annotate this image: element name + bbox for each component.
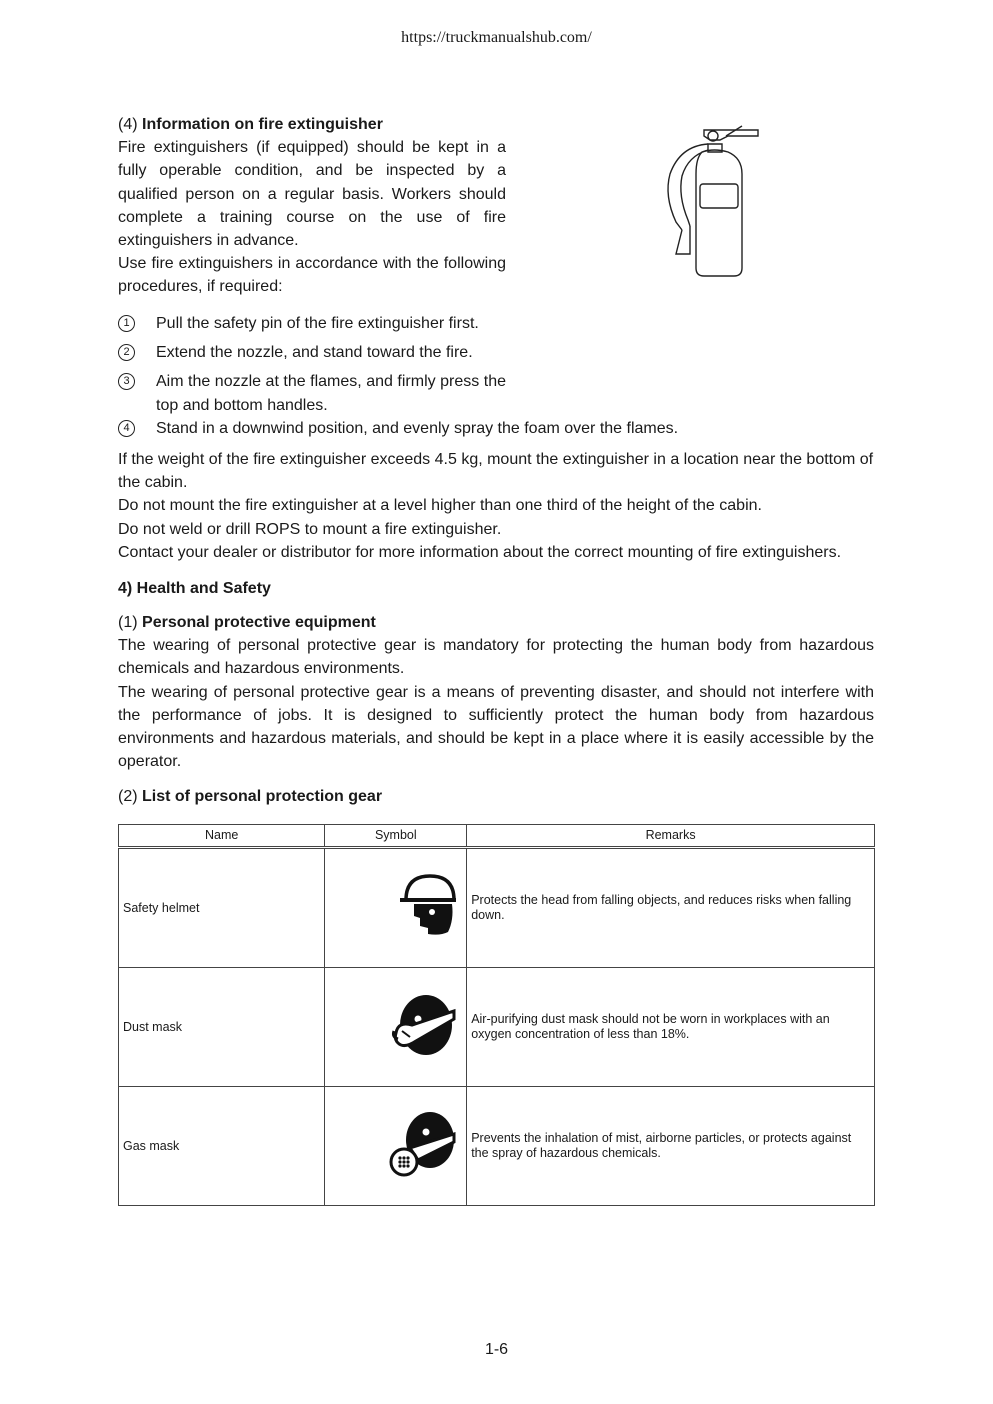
step-number: 4 bbox=[118, 420, 135, 437]
fire-heading-number: (4) bbox=[118, 116, 138, 133]
procedure-steps bbox=[118, 312, 678, 446]
mounting-notes bbox=[118, 448, 874, 564]
gas-mask-icon bbox=[388, 1108, 458, 1180]
fire-extinguisher-icon bbox=[660, 122, 770, 282]
step-text: Extend the nozzle, and stand toward the fire. bbox=[156, 344, 473, 362]
list-item bbox=[118, 417, 678, 440]
gear-list-heading-number: (2) bbox=[118, 788, 138, 805]
ppe-paragraph-2: The wearing of personal protective gear is a means of preventing disaster, and should not interfere with the performance of jobs. It is designed to sufficiently protect the human body from hazardous environments and hazardous materials, and should be kept in a place where it is easily accessible by the operator. bbox=[118, 683, 874, 771]
list-item bbox=[118, 341, 678, 364]
step-number: 1 bbox=[118, 315, 135, 332]
ppe-section bbox=[118, 611, 874, 773]
health-safety-heading: 4) Health and Safety bbox=[118, 580, 271, 597]
page-number: 1-6 bbox=[484, 1341, 509, 1358]
column-header: Symbol bbox=[325, 825, 467, 848]
ppe-heading bbox=[118, 611, 874, 634]
note-paragraph: If the weight of the fire extinguisher exceeds 4.5 kg, mount the extinguisher in a location near the bottom of the cabin. bbox=[118, 451, 874, 492]
fire-paragraph-2: Use fire extinguishers in accordance with the following procedures, if required: bbox=[118, 255, 506, 296]
safety-helmet-icon bbox=[398, 870, 458, 942]
step-text: Stand in a downwind position, and evenly spray the foam over the flames. bbox=[156, 419, 679, 437]
note-paragraph: Contact your dealer or distributor for more information about the correct mounting of fire extinguishers. bbox=[118, 543, 842, 561]
fire-section bbox=[118, 113, 506, 299]
column-header: Remarks bbox=[467, 825, 875, 848]
protection-gear-table bbox=[118, 824, 875, 1206]
ppe-heading-title: Personal protective equipment bbox=[142, 614, 376, 631]
gear-symbol bbox=[325, 848, 467, 968]
gear-list-heading-title: List of personal protection gear bbox=[142, 788, 383, 805]
gear-list-heading bbox=[118, 785, 874, 808]
ppe-heading-number: (1) bbox=[118, 614, 138, 631]
gear-name: Dust mask bbox=[119, 968, 325, 1087]
gear-name: Safety helmet bbox=[119, 848, 325, 968]
column-header: Name bbox=[119, 825, 325, 848]
table-row bbox=[119, 1087, 875, 1206]
dust-mask-icon bbox=[388, 989, 458, 1061]
header-url: https://truckmanualshub.com/ bbox=[401, 29, 592, 46]
step-text: Pull the safety pin of the fire extinguisher first. bbox=[156, 315, 479, 332]
gear-remarks: Air-purifying dust mask should not be worn in workplaces with an oxygen concentration of less than 18%. bbox=[467, 968, 875, 1087]
ppe-paragraph-1: The wearing of personal protective gear is mandatory for protecting the human body from hazardous chemicals and hazardous environments. bbox=[118, 637, 874, 678]
list-item bbox=[118, 312, 678, 335]
table-row bbox=[119, 968, 875, 1087]
fire-heading bbox=[118, 113, 506, 136]
step-number: 2 bbox=[118, 344, 135, 361]
step-text: Aim the nozzle at the flames, and firmly press the top and bottom handles. bbox=[156, 373, 506, 414]
note-paragraph: Do not weld or drill ROPS to mount a fire extinguisher. bbox=[118, 520, 502, 538]
fire-paragraph-1: Fire extinguishers (if equipped) should be kept in a fully operable condition, and be inspected by a qualified person on a regular basis. Workers should complete a training course on the use of fire extinguishers in advance. bbox=[118, 139, 506, 250]
table-row bbox=[119, 848, 875, 968]
list-item bbox=[118, 370, 678, 416]
step-number: 3 bbox=[118, 373, 135, 390]
fire-heading-title: Information on fire extinguisher bbox=[142, 116, 383, 133]
gear-symbol bbox=[325, 968, 467, 1087]
gear-symbol bbox=[325, 1087, 467, 1206]
gear-remarks: Prevents the inhalation of mist, airborne particles, or protects against the spray of hazardous chemicals. bbox=[467, 1087, 875, 1206]
note-paragraph: Do not mount the fire extinguisher at a level higher than one third of the height of the cabin. bbox=[118, 497, 762, 515]
gear-remarks: Protects the head from falling objects, and reduces risks when falling down. bbox=[467, 848, 875, 968]
gear-name: Gas mask bbox=[119, 1087, 325, 1206]
table-header-row bbox=[119, 825, 875, 848]
